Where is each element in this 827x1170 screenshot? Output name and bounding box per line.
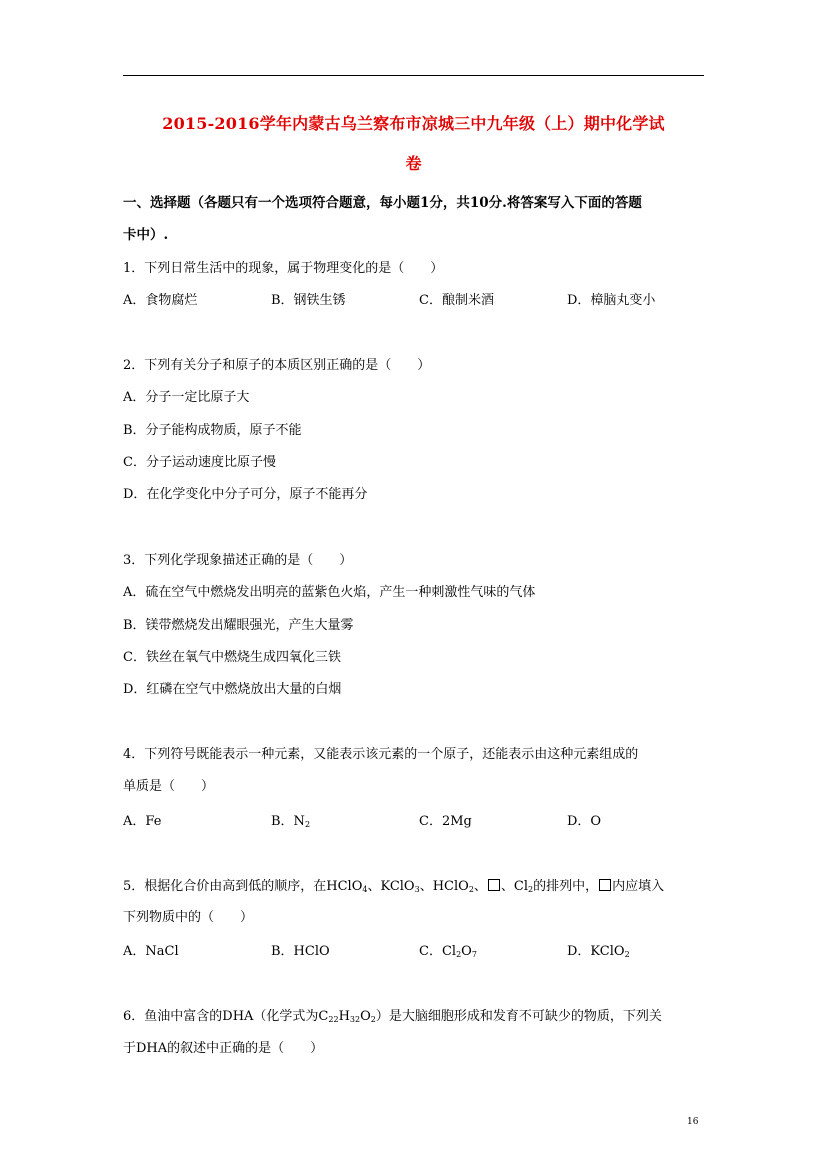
q6-stem-line-1: 6．鱼油中富含的DHA（化学式为$C_{22}H_{32}O_2$）是大脑细胞形成和发育不可缺少的物质，下列关: [123, 1009, 662, 1024]
q2-option-b: B．分子能构成物质，原子不能: [123, 423, 302, 438]
q5-option-b: B．HClO: [271, 944, 330, 959]
q3-option-c: C．铁丝在氧气中燃烧生成四氧化三铁: [123, 650, 341, 665]
q4-option-d: D．O: [567, 814, 602, 829]
q4-stem-line-2: 单质是（ ）: [123, 779, 215, 794]
header-rule: [123, 75, 704, 76]
q3-option-d: D．红磷在空气中燃烧放出大量的白烟: [123, 682, 342, 697]
title-line-1: 2015-2016学年内蒙古乌兰察布市凉城三中九年级（上）期中化学试: [162, 114, 665, 133]
title-line-2: 卷: [405, 154, 422, 173]
q6-stem-line-2: 于DHA的叙述中正确的是（ ）: [123, 1041, 324, 1056]
blank-box: [599, 879, 611, 891]
q5-option-c: C．$Cl_2O_7$: [419, 944, 477, 959]
q2-option-a: A．分子一定比原子大: [123, 390, 250, 405]
q1-option-a: A．食物腐烂: [123, 293, 198, 308]
q4-stem-line-1: 4．下列符号既能表示一种元素，又能表示该元素的一个原子，还能表示由这种元素组成的: [123, 747, 639, 762]
q5-stem-line-1: 5．根据化合价由高到低的顺序，在HClO$_4$、KClO$_3$、HClO$_2$、 、$Cl_2$的排列中， 内应填入: [123, 879, 665, 894]
q3-option-a: A．硫在空气中燃烧发出明亮的蓝紫色火焰，产生一种刺激性气味的气体: [123, 585, 536, 600]
section-heading-line-1: 一、选择题（各题只有一个选项符合题意，每小题1分，共10分.将答案写入下面的答题: [123, 195, 642, 211]
q4-option-c: C．2Mg: [419, 814, 472, 829]
q1-option-d: D．樟脑丸变小: [567, 293, 656, 308]
q2-stem: 2．下列有关分子和原子的本质区别正确的是（ ）: [123, 358, 431, 373]
blank-box: [488, 879, 500, 891]
q3-option-b: B．镁带燃烧发出耀眼强光，产生大量雾: [123, 618, 354, 633]
section-heading-line-2: 卡中）.: [123, 227, 169, 243]
q2-option-c: C．分子运动速度比原子慢: [123, 455, 276, 470]
q1-option-b: B．钢铁生锈: [271, 293, 346, 308]
q4-option-b: B．$N_2$: [271, 814, 311, 829]
q4-option-a: A．Fe: [123, 814, 162, 829]
q5-option-a: A．NaCl: [123, 944, 179, 959]
q2-option-d: D．在化学变化中分子可分，原子不能再分: [123, 487, 368, 502]
q1-stem: 1．下列日常生活中的现象，属于物理变化的是（ ）: [123, 261, 444, 276]
q1-option-c: C．酿制米酒: [419, 293, 494, 308]
page-number: 16: [687, 1117, 699, 1127]
q5-option-d: D．KClO$_2$: [567, 944, 630, 959]
q5-stem-line-2: 下列物质中的（ ）: [123, 910, 254, 925]
q3-stem: 3．下列化学现象描述正确的是（ ）: [123, 553, 353, 568]
